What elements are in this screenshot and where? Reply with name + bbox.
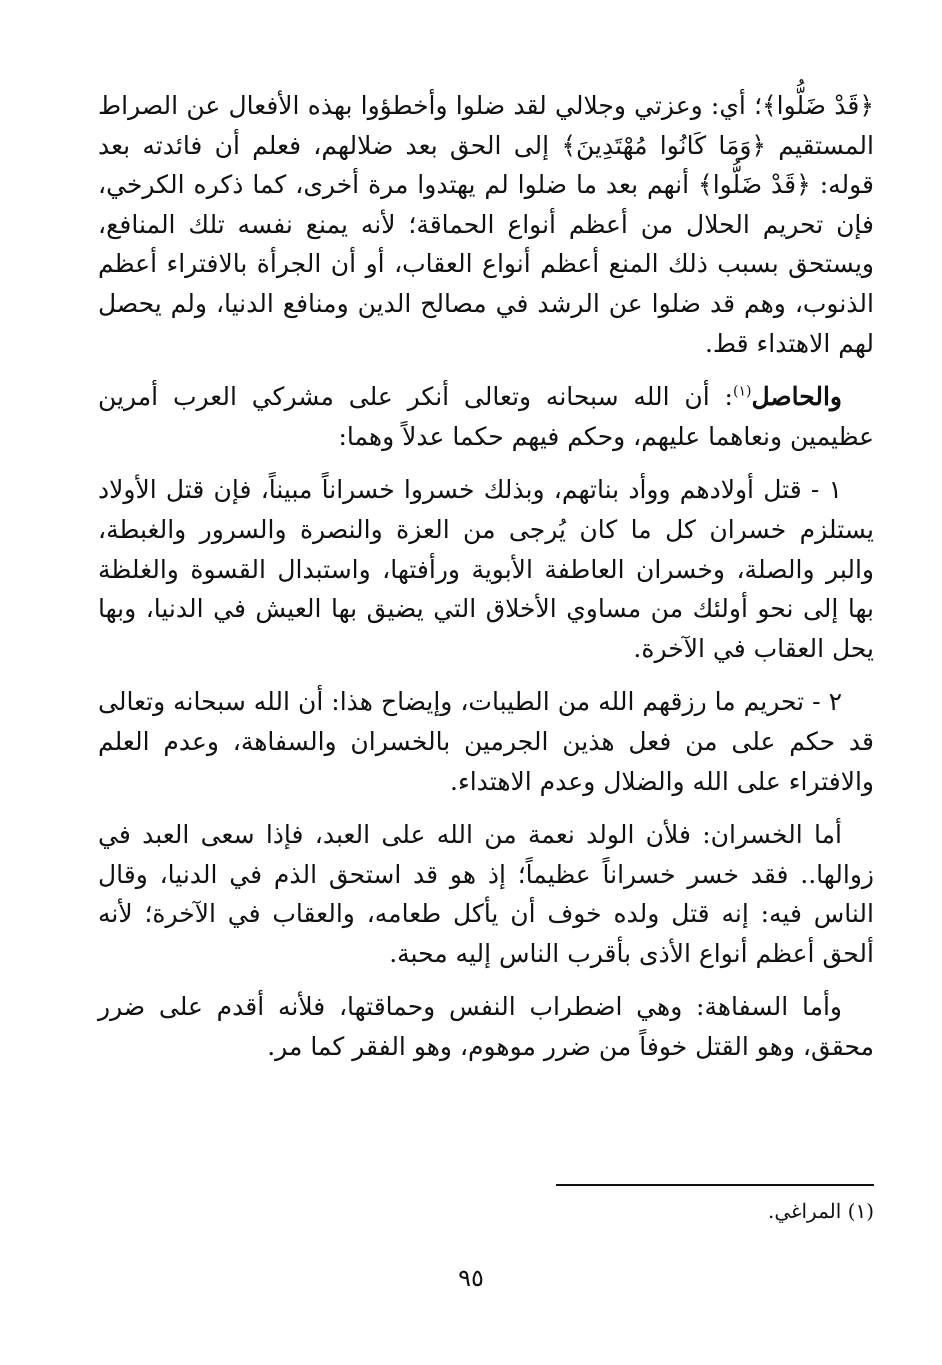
- page-number: ٩٥: [458, 1264, 484, 1292]
- paragraph-6: وأما السفاهة: وهي اضطراب النفس وحماقتها، فلأنه أقدم على ضرر محقق، وهو القتل خوفاً من ضرر موهوم، وهو الفقر كما مر.: [98, 992, 874, 1062]
- paragraph-2: [98, 377, 874, 456]
- page-body: [98, 86, 874, 1067]
- footnote: (١) المراغي.: [767, 1199, 874, 1223]
- footnote-reference: (١): [732, 383, 752, 400]
- footnote-divider: [556, 1184, 874, 1186]
- paragraph-5: أما الخسران: فلأن الولد نعمة من الله على العبد، فإذا سعى العبد في زوالها.. فقد خسر خسراناً عظيماً؛ إذ هو قد استحق الذم في الدنيا، وقال الناس فيه: إنه قتل ولده خوف أن يأكل طعامه، والعقاب في الآخرة؛ لأنه ألحق أعظم أنواع الأذى بأقرب الناس إليه محبة.: [98, 820, 874, 968]
- paragraph-4: ٢ - تحريم ما رزقهم الله من الطيبات، وإيضاح هذا: أن الله سبحانه وتعالى قد حكم على من فعل هذين الجرمين بالخسران والسفاهة، وعدم العلم والافتراء على الله والضلال وعدم الاهتداء.: [98, 687, 874, 796]
- paragraph-2-lead: والحاصل: [751, 382, 842, 412]
- paragraph-3: ١ - قتل أولادهم ووأد بناتهم، وبذلك خسروا خسراناً مبيناً، فإن قتل الأولاد يستلزم خسران كل ما كان يُرجى من العزة والنصرة والسرور والغبطة، والبر والصلة، وخسران العاطفة الأبوية ورأفتها، واستبدال القسوة والغلظة بها إلى نحو أولئك من مساوي الأخلاق التي يضيق بها العيش في الدنيا، وبها يحل العقاب في الآخرة.: [98, 475, 874, 663]
- paragraph-1: ﴿قَدْ ضَلُّوا﴾؛ أي: وعزتي وجلالي لقد ضلوا وأخطؤوا بهذه الأفعال عن الصراط المستقيم ﴿وَمَا كَانُوا مُهْتَدِينَ﴾ إلى الحق بعد ضلالهم، فعلم أن فائدته بعد قوله: ﴿قَدْ ضَلُّوا﴾ أنهم بعد ما ضلوا لم يهتدوا مرة أخرى، كما ذكره الكرخي، فإن تحريم الحلال من أعظم أنواع الحماقة؛ لأنه يمنع نفسه تلك المنافع، ويستحق بسبب ذلك المنع أعظم أنواع العقاب، أو أن الجرأة بالافتراء أعظم الذنوب، وهم قد ضلوا عن الرشد في مصالح الدين ومنافع الدنيا، ولم يحصل لهم الاهتداء قط.: [98, 91, 875, 358]
- paragraph-2-text: : أن الله سبحانه وتعالى أنكر على مشركي العرب أمرين عظيمين ونعاهما عليهم، وحكم فيهم حكما عدلاً وهما:: [98, 382, 874, 451]
